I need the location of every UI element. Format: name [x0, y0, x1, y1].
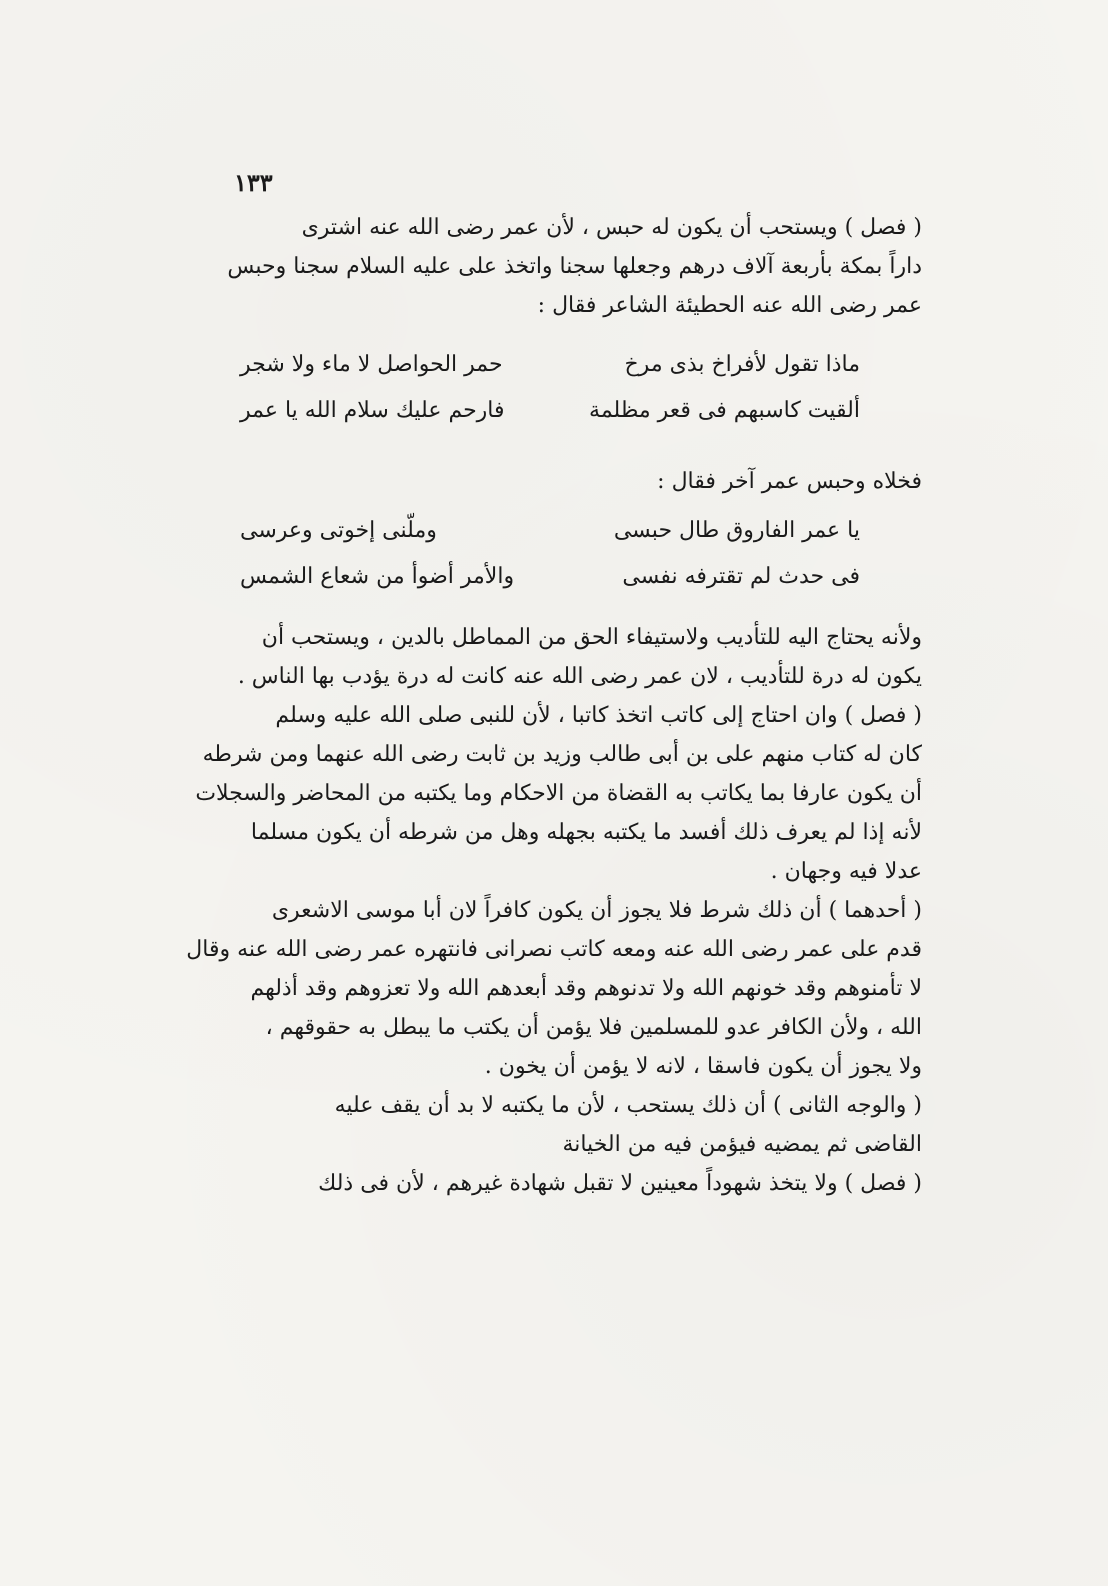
text-line: داراً بمكة بأربعة آلاف درهم وجعلها سجنا واتخذ على عليه السلام سجنا وحبس — [227, 254, 922, 279]
paragraph-habs — [186, 208, 922, 325]
text-line: فخلاه وحبس عمر آخر فقال : — [657, 469, 922, 494]
text-line: ولأنه يحتاج اليه للتأديب ولاستيفاء الحق من المماطل بالدين ، ويستحب أن — [261, 625, 922, 650]
text-line: عدلا فيه وجهان . — [770, 859, 922, 884]
verse-second-hemistich: فارحم عليك سلام الله يا عمر — [240, 398, 505, 423]
text-line: أن يكون عارفا بما يكاتب به القضاة من الاحكام وما يكتبه من المحاضر والسجلات — [195, 781, 922, 806]
text-line: يكون له درة للتأديب ، لان عمر رضى الله عنه كانت له درة يؤدب بها الناس . — [237, 664, 922, 689]
verse-first-hemistich: ألقيت كاسبهم فى قعر مظلمة — [589, 398, 860, 423]
verse-first-hemistich: ماذا تقول لأفراخ بذى مرخ — [624, 352, 860, 377]
verse-second-hemistich: حمر الحواصل لا ماء ولا شجر — [240, 352, 503, 377]
text-line: ( فصل ) وان احتاج إلى كاتب اتخذ كاتبا ، لأن للنبى صلى الله عليه وسلم — [275, 703, 922, 728]
verse-first-hemistich: يا عمر الفاروق طال حبسى — [613, 518, 860, 543]
page-number: ١٣٣ — [234, 168, 273, 197]
text-line: لا تأمنوهم وقد خونهم الله ولا تدنوهم وقد أبعدهم الله ولا تعزوهم وقد أذلهم — [250, 976, 922, 1001]
text-line: كان له كتاب منهم على بن أبى طالب وزيد بن ثابت رضى الله عنهما ومن شرطه — [202, 742, 922, 767]
text-line: ( فصل ) ولا يتخذ شهوداً معينين لا تقبل شهادة غيرهم ، لأن فى ذلك — [318, 1171, 922, 1196]
text-line: ( أحدهما ) أن ذلك شرط فلا يجوز أن يكون كافراً لان أبا موسى الاشعرى — [271, 898, 922, 923]
text-line: عمر رضى الله عنه الحطيئة الشاعر فقال : — [537, 293, 922, 318]
verse-second-hemistich: والأمر أضوأ من شعاع الشمس — [240, 564, 515, 589]
verse-first-hemistich: فى حدث لم تقترفه نفسى — [622, 564, 860, 589]
verse-line — [240, 398, 860, 438]
text-line: ولا يجوز أن يكون فاسقا ، لانه لا يؤمن أن يخون . — [484, 1054, 922, 1079]
text-line: لأنه إذا لم يعرف ذلك أفسد ما يكتبه بجهله وهل من شرطه أن يكون مسلما — [250, 820, 922, 845]
text-line: الله ، ولأن الكافر عدو للمسلمين فلا يؤمن أن يكتب ما يبطل به حقوقهم ، — [265, 1015, 922, 1040]
paragraph-release — [186, 462, 922, 501]
text-line: ( والوجه الثانى ) أن ذلك يستحب ، لأن ما يكتبه لا بد أن يقف عليه — [334, 1093, 922, 1118]
text-line: قدم على عمر رضى الله عنه ومعه كاتب نصرانى فانتهره عمر رضى الله عنه وقال — [186, 937, 922, 962]
text-line: ( فصل ) ويستحب أن يكون له حبس ، لأن عمر رضى الله عنه اشترى — [301, 215, 922, 240]
text-line: القاضى ثم يمضيه فيؤمن فيه من الخيانة — [562, 1132, 922, 1157]
paragraph-katib — [186, 618, 922, 1203]
verse-second-hemistich: وملّنى إخوتى وعرسى — [240, 518, 437, 543]
verse-line — [240, 518, 860, 558]
verse-line — [240, 564, 860, 604]
verse-line — [240, 352, 860, 392]
